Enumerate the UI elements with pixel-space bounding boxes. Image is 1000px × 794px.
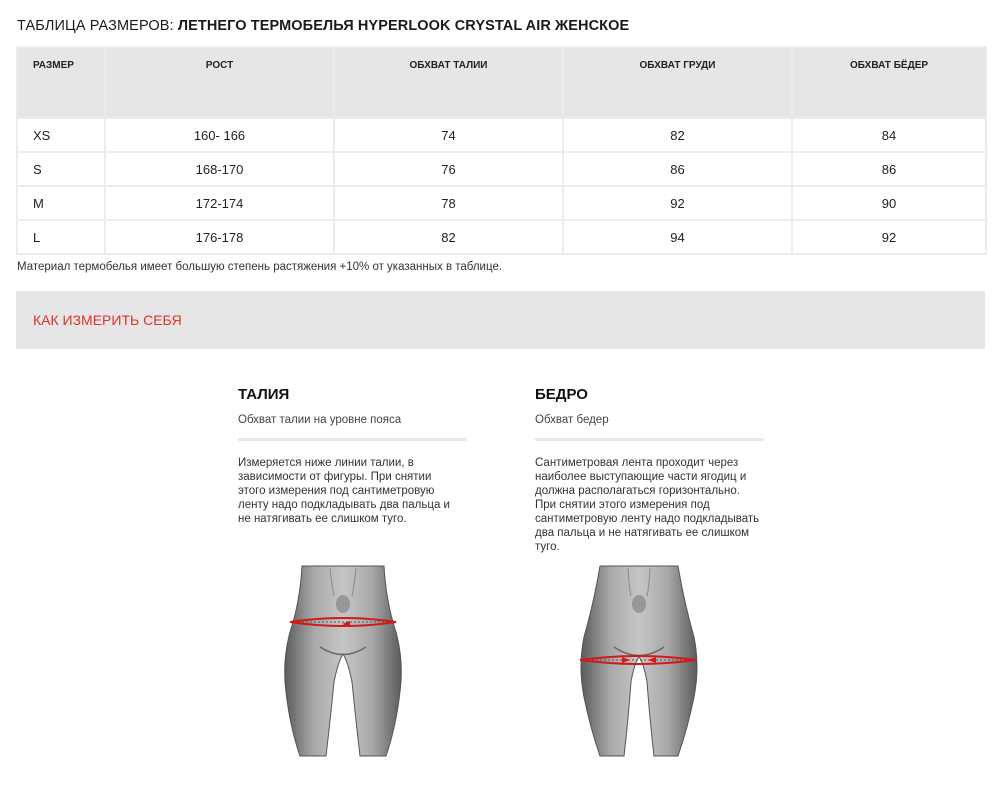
table-row: [17, 186, 986, 220]
cell-waist: 78: [334, 186, 563, 220]
hip-subtitle: Обхват бедер: [535, 414, 609, 426]
header-height: РОСТ: [105, 47, 334, 118]
table-row: [17, 220, 986, 254]
cell-waist: 74: [334, 118, 563, 152]
cell-size: M: [17, 186, 105, 220]
table-row: [17, 118, 986, 152]
cell-hips: 92: [792, 220, 986, 254]
page-title-main: ЛЕТНЕГО ТЕРМОБЕЛЬЯ HYPERLOOK CRYSTAL AIR ЖЕНСКОЕ: [177, 18, 630, 34]
divider: [238, 438, 467, 441]
size-table: [16, 46, 987, 255]
hip-mannequin-illustration: [576, 562, 702, 758]
cell-height: 172-174: [105, 186, 334, 220]
waist-heading: ТАЛИЯ: [238, 386, 290, 403]
cell-chest: 82: [563, 118, 792, 152]
cell-waist: 82: [334, 220, 563, 254]
hip-description: Сантиметровая лента проходит через наиболее выступающие части ягодиц и должна располагаться горизонтально. При снятии этого измерения под сантиметровую ленту надо подкладывать два пальца и не натягивать ее слишком туго.: [535, 457, 760, 553]
header-waist: ОБХВАТ ТАЛИИ: [334, 47, 563, 118]
cell-hips: 86: [792, 152, 986, 186]
how-to-measure-link[interactable]: КАК ИЗМЕРИТЬ СЕБЯ: [33, 312, 182, 328]
stretch-note: Материал термобелья имеет большую степень растяжения +10% от указанных в таблице.: [17, 261, 503, 273]
cell-chest: 94: [563, 220, 792, 254]
cell-hips: 84: [792, 118, 986, 152]
cell-size: L: [17, 220, 105, 254]
waist-panel: [238, 386, 473, 526]
header-size: РАЗМЕР: [17, 47, 105, 118]
cell-chest: 92: [563, 186, 792, 220]
cell-waist: 76: [334, 152, 563, 186]
cell-height: 168-170: [105, 152, 334, 186]
header-chest: ОБХВАТ ГРУДИ: [563, 47, 792, 118]
page-title: [17, 18, 629, 34]
hip-panel: [535, 386, 767, 554]
cell-size: S: [17, 152, 105, 186]
cell-chest: 86: [563, 152, 792, 186]
page-title-prefix: ТАБЛИЦА РАЗМЕРОВ:: [17, 18, 174, 34]
how-to-measure-bar[interactable]: [16, 291, 985, 349]
cell-hips: 90: [792, 186, 986, 220]
size-table-header: [17, 47, 986, 118]
cell-height: 160- 166: [105, 118, 334, 152]
header-hips: ОБХВАТ БЁДЕР: [792, 47, 986, 118]
table-row: [17, 152, 986, 186]
waist-description: Измеряется ниже линии талии, в зависимости от фигуры. При снятии этого измерения под сантиметровую ленту надо подкладывать два пальца и не натягивать ее слишком туго.: [238, 457, 450, 525]
waist-mannequin-illustration: [280, 562, 406, 758]
hip-heading: БЕДРО: [535, 386, 588, 403]
cell-height: 176-178: [105, 220, 334, 254]
divider: [535, 438, 764, 441]
cell-size: XS: [17, 118, 105, 152]
waist-subtitle: Обхват талии на уровне пояса: [238, 414, 402, 426]
